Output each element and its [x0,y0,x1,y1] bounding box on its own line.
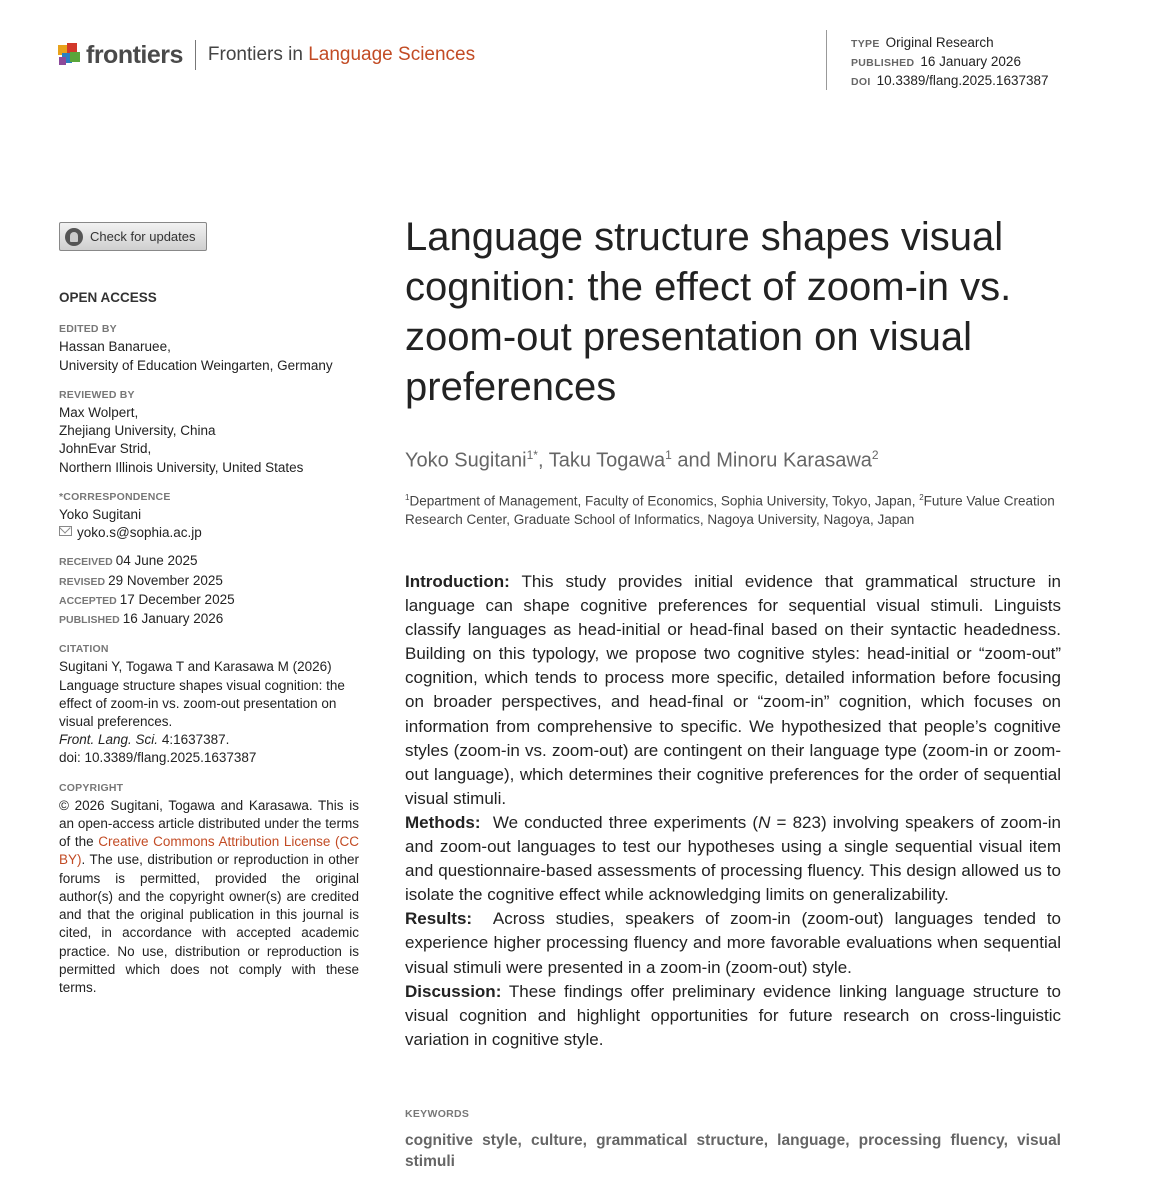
abstract-discussion: Discussion: These findings offer preliminary evidence linking language structure to visual cognition and highlight opportunities for future research on cross-linguistic variation in cognitive style. [405,981,1061,1049]
abstract-results: Results: Across studies, speakers of zoom-in (zoom-out) languages tended to experience higher processing fluency and more favorable evaluations when sequential visual stimuli were presented in a zoom-in (zoom-out) style. [405,909,1066,977]
meta-divider [826,30,827,90]
keywords: cognitive style, culture, grammatical structure, language, processing fluency, visual stimuli [405,1132,1061,1170]
logo-divider [195,40,196,70]
update-badge-icon [65,228,83,246]
reviewer-affiliation: Zhejiang University, China [59,423,216,439]
copyright-text: © 2026 Sugitani, Togawa and Karasawa. This is an open-access article distributed under the terms of the Creative Commons Attribution License (CC BY). The use, distribution or reproduction in other forums is permitted, provided the original author(s) and the copyright owner(s) are credited and that the original publication in this journal is cited, in accordance with accepted academic practice. No use, distribution or reproduction is permitted which does not comply with these terms. [59,797,359,995]
date-revised: REVISED 29 November 2025 [59,572,223,588]
copyright-label: COPYRIGHT [59,781,124,794]
meta-doi: DOI 10.3389/flang.2025.1637387 [851,73,1049,88]
date-received: RECEIVED 04 June 2025 [59,553,198,569]
reviewer-name: JohnEvar Strid, [59,441,152,457]
abstract [405,570,1066,1052]
author-list: Yoko Sugitani$^{1*}$, Taku Togawa$^1$ and Minoru Karasawa$^2$ [405,448,879,472]
citation-label: CITATION [59,643,109,656]
reviewed-by-label: REVIEWED BY [59,388,135,401]
correspondence-email[interactable]: yoko.s@sophia.ac.jp [59,524,359,542]
abstract-introduction: Introduction: This study provides initial evidence that grammatical structure in language can shape cognitive preferences for sequential visual stimuli. Linguists classify languages as head-initial or head-final based on their syntactic headedness. Building on this typology, we propose two cognitive styles: head-initial or “zoom-out” cognition, which tends to process more specific, detailed information before focusing on broader perspectives, and head-final or “zoom-in” cognition, which focuses on information from comprehensive to specific. We hypothesized that people’s cognitive styles (zoom-in vs. zoom-out) are contingent on their language type (zoom-in or zoom-out language), which determines their cognitive preferences for the order of sequential visual stimuli. [405,572,1061,808]
article-title: Language structure shapes visual cognition: the effect of zoom-in vs. zoom-out presentation on visual preferences [405,215,1012,409]
cc-by-license-link[interactable]: Creative Commons Attribution License (CC BY) [59,834,359,868]
date-accepted: ACCEPTED 17 December 2025 [59,591,235,607]
author-name[interactable]: Minoru Karasawa [716,449,872,472]
sidebar-info [59,289,359,997]
article-meta [851,34,1049,91]
citation-text: Sugitani Y, Togawa T and Karasawa M (2026) Language structure shapes visual cognition: the effect of zoom-in vs. zoom-out presentation on visual preferences. Front. Lang. Sci. 4:1637387. doi: 10.3389/flang.2025.1637387 [59,659,345,766]
meta-type: TYPE Original Research [851,35,994,50]
author-name[interactable]: Taku Togawa [548,449,666,472]
editor-affiliation: University of Education Weingarten, Germany [59,357,333,373]
frontiers-logo-icon [58,43,80,67]
journal-name[interactable]: Frontiers in Language Sciences [207,44,476,65]
dates-list [59,552,359,629]
correspondence-label: *CORRESPONDENCE [59,490,171,503]
frontiers-logo[interactable] [58,40,475,70]
open-access-label: OPEN ACCESS [59,290,157,305]
correspondence-name: Yoko Sugitani [59,507,142,523]
date-published: PUBLISHED 16 January 2026 [59,611,224,627]
check-for-updates-button[interactable]: Check for updates [59,222,207,251]
keywords-label: KEYWORDS [405,1108,470,1120]
author-name[interactable]: Yoko Sugitani [405,449,527,472]
reviewer-name: Max Wolpert, [59,405,139,421]
editor-name: Hassan Banaruee, [59,339,171,355]
edited-by-label: EDITED BY [59,323,117,336]
meta-published: PUBLISHED 16 January 2026 [851,54,1021,69]
reviewer-affiliation: Northern Illinois University, United States [59,459,304,475]
abstract-methods: Methods: We conducted three experiments (N = 823) involving speakers of zoom-in and zoom-out languages to test our hypotheses using a single sequential visual item and questionnaire-based assessments of processing fluency. This design allowed us to isolate the cognitive effect while acknowledging limits on generalizability. [405,812,1061,905]
affiliations: $^1$Department of Management, Faculty of Economics, Sophia University, Tokyo, Japan, $^2$Future Value Creation Research Center, Graduate School of Informatics, Nagoya University, Nagoya, Japan [405,493,1055,527]
logo-wordmark: frontiers [86,40,183,69]
mail-icon [59,526,72,536]
